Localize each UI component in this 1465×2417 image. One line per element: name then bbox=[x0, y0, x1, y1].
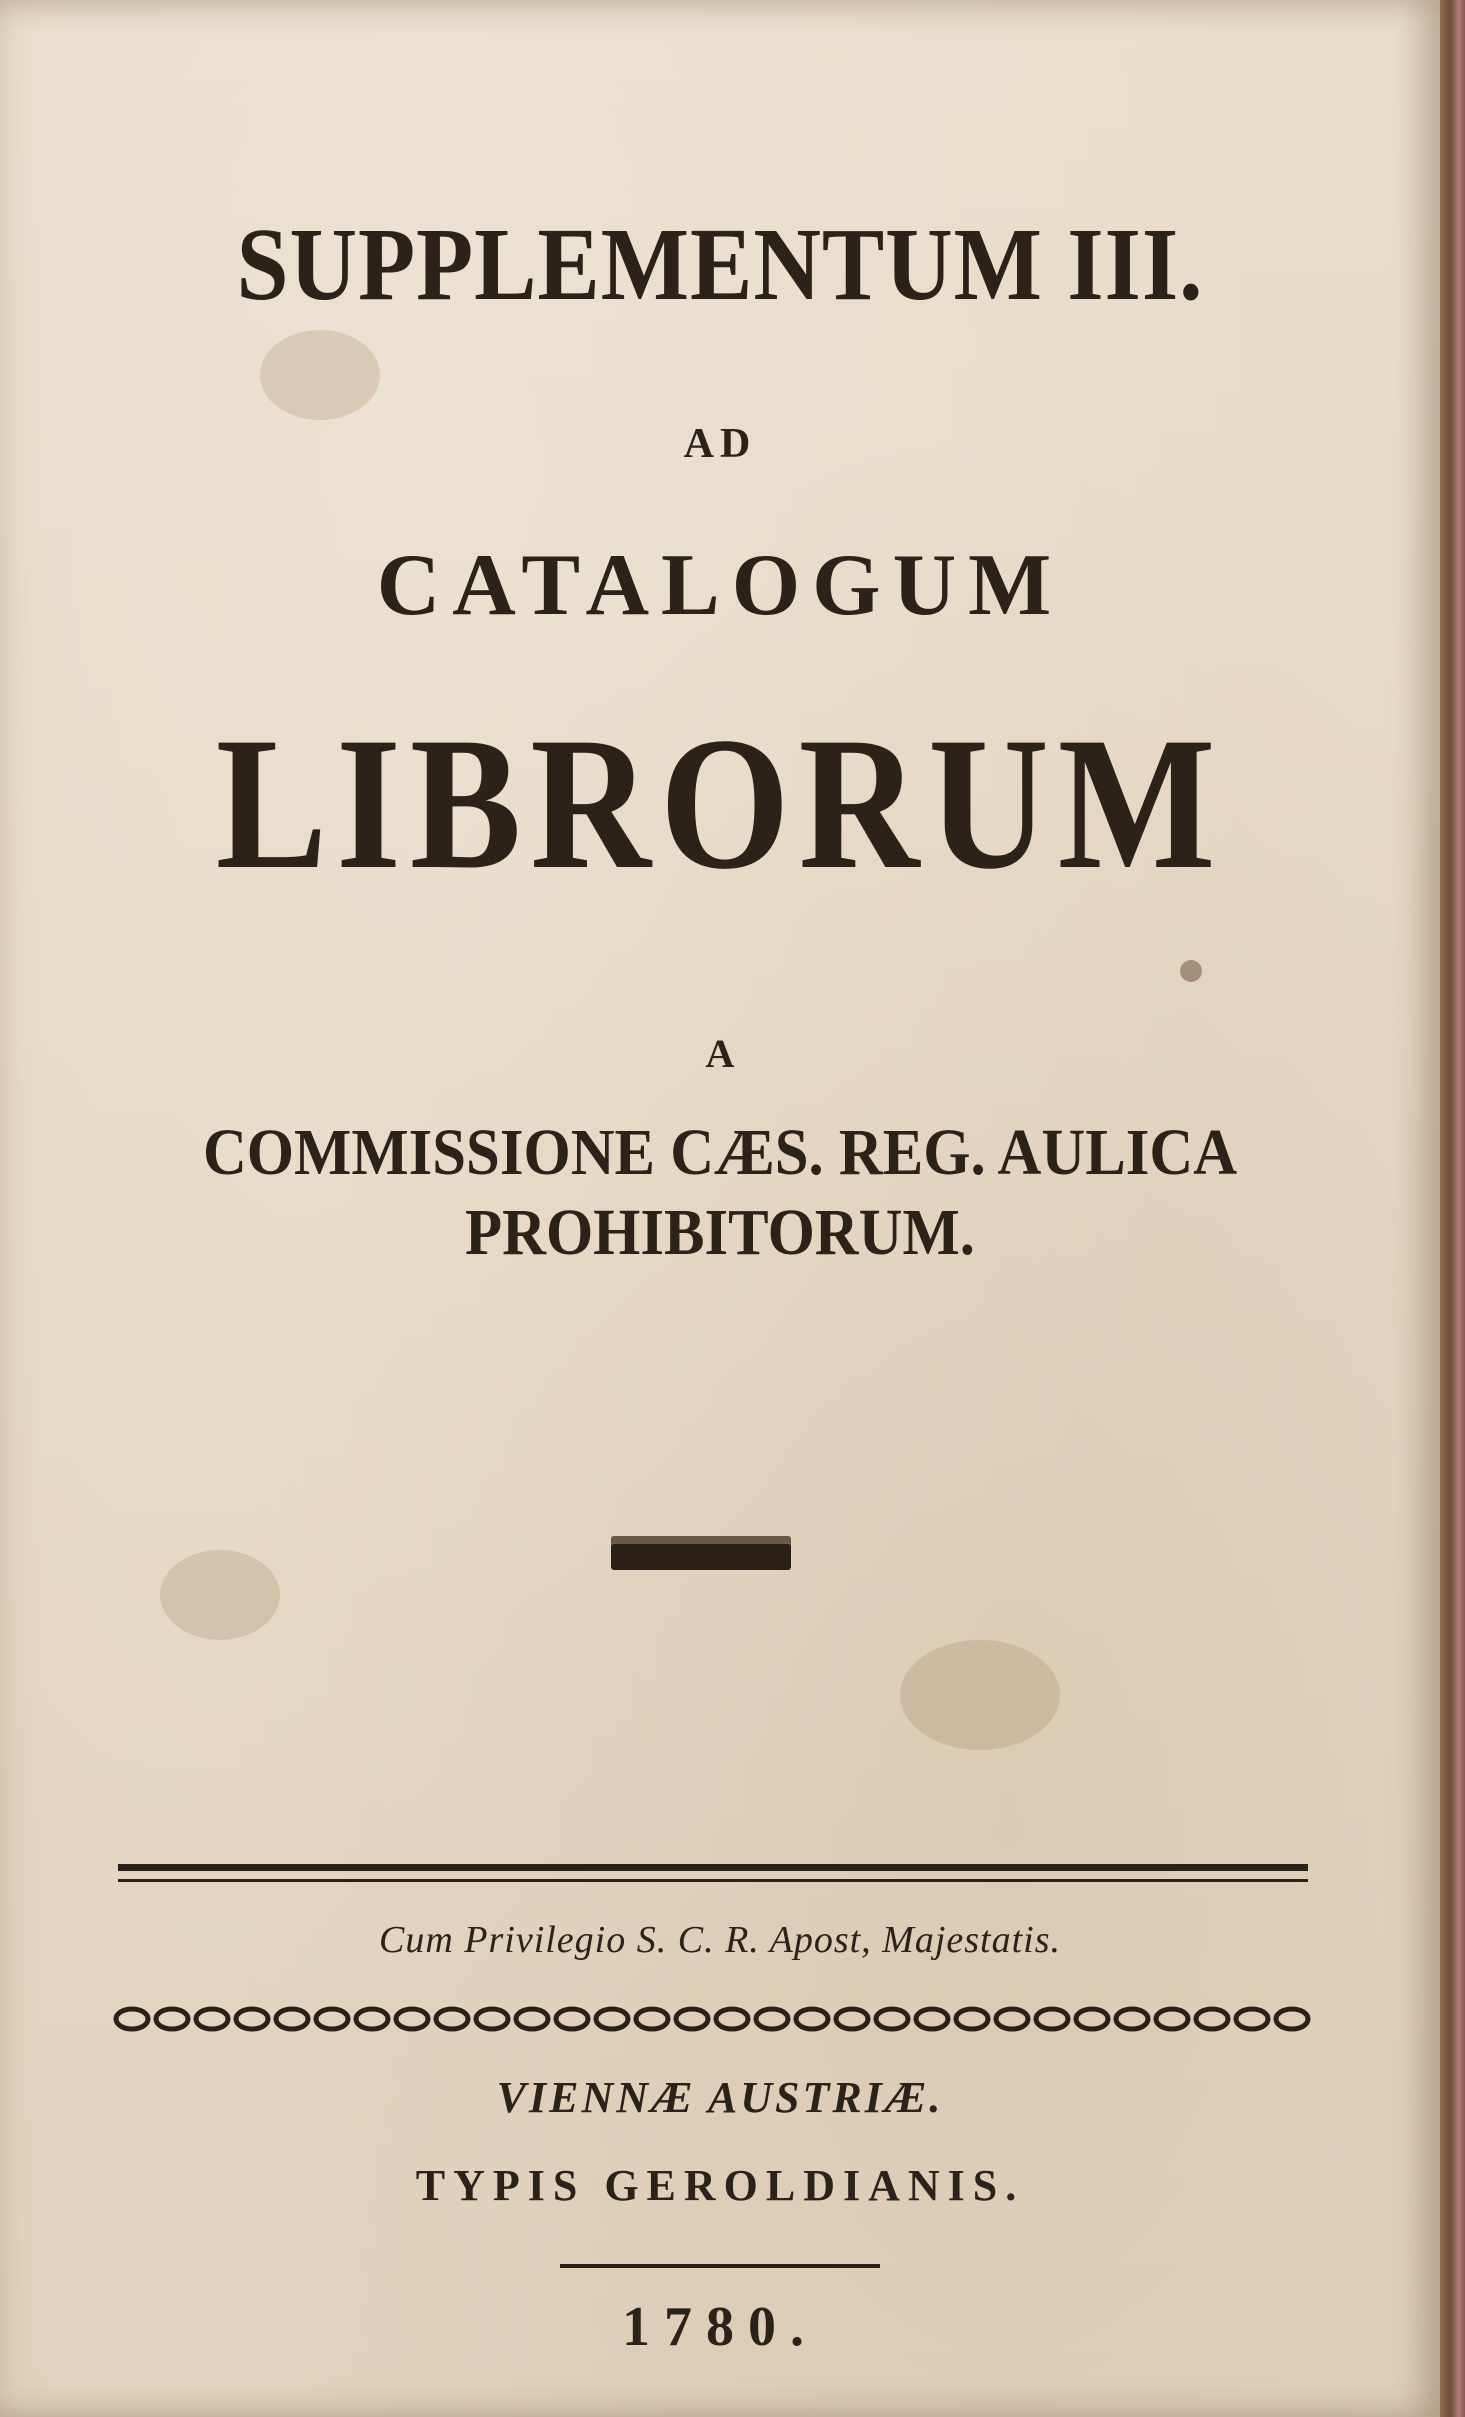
short-rule bbox=[560, 2264, 880, 2268]
title-a: A bbox=[705, 1031, 735, 1076]
privilege-line: Cum Privilegio S. C. R. Apost, Majestatis. bbox=[378, 1919, 1061, 1961]
double-rule-top bbox=[118, 1864, 1308, 1871]
foxing-spot bbox=[1180, 960, 1202, 982]
place-of-printing: VIENNÆ AUSTRIÆ. bbox=[496, 2073, 944, 2122]
title-commissione: COMMISSIONE CÆS. REG. AULICA bbox=[202, 1116, 1238, 1189]
foxing-spot bbox=[260, 330, 380, 420]
ornamental-dash bbox=[611, 1536, 791, 1570]
foxing-spot bbox=[900, 1640, 1060, 1750]
book-edge bbox=[1440, 0, 1465, 2417]
chain-ornament bbox=[112, 2002, 1312, 2036]
title-ad: AD bbox=[683, 421, 757, 467]
title-prohibitorum: PROHIBITORUM. bbox=[465, 1196, 975, 1269]
double-rule-bottom bbox=[118, 1879, 1308, 1882]
title-librorum: LIBRORUM bbox=[215, 699, 1225, 909]
publication-year: 1780. bbox=[622, 2296, 818, 2358]
title-catalogum: CATALOGUM bbox=[376, 537, 1064, 634]
foxing-spot bbox=[160, 1550, 280, 1640]
printer-name: TYPIS GEROLDIANIS. bbox=[415, 2161, 1025, 2210]
title-supplementum: SUPPLEMENTUM III. bbox=[236, 207, 1204, 322]
